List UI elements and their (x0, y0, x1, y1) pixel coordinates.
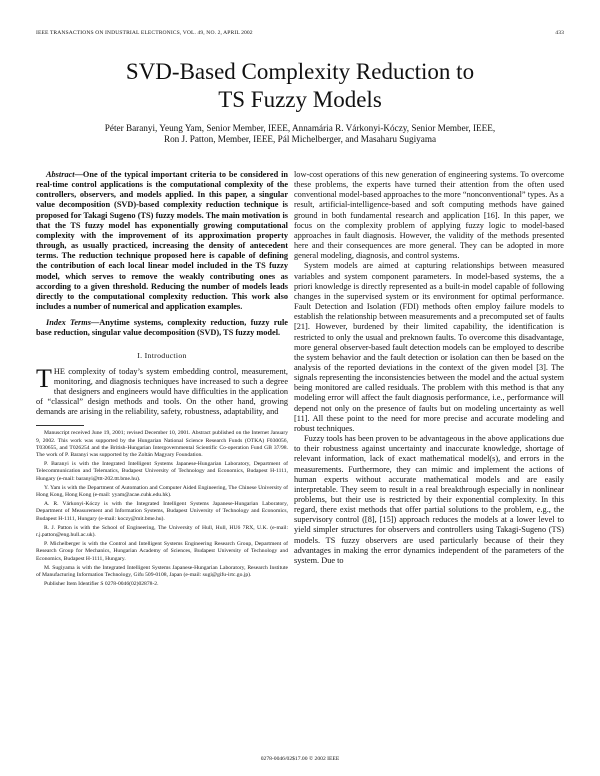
body-paragraph: Fuzzy tools has been proven to be advantageous in the above applications due to their robustness against uncertainty and inaccurate knowledge, shortage of relevant information, lack of exact mathematical model(s), and errors in the measurements. Furthermore, they can mimic and implement the actions of human experts without accurate mathematical models and are easily interpretable. They seem to result in a real breakthrough especially in nonlinear problems, but their use is restricted by their exponential complexity. In this regard, there exist methods that offer partial solutions to the problem, e.g., the supervisory control ([8], [15]) approach reduces the models at a lower level to yield simpler structures for observers and controllers using Takagi-Sugeno (TS) models. TS fuzzy observers are used particularly because of their they advantages in making the error dynamics independent of the parameters of the system. Due to (294, 434, 564, 565)
authors-line-1: Péter Baranyi, Yeung Yam, Senior Member, IEEE, Annamária R. Várkonyi-Kóczy, Senior Member, IEEE, (104, 123, 496, 133)
section-heading: I. Introduction (137, 350, 187, 360)
abstract-label: Abstract— (46, 170, 83, 179)
running-header (36, 30, 564, 40)
authors-line-2: Ron J. Patton, Member, IEEE, Pál Michelberger, and Masaharu Sugiyama (163, 134, 437, 144)
footnote: P. Michelberger is with the Control and Intelligent Systems Engineering Research Group, Department of Research Group for Mechanics, Hungarian Academy of Sciences, Budapest University of Technology and Economics, Budapest H-1111, Hungary. (36, 541, 288, 562)
title-line-1: SVD-Based Complexity Reduction to (125, 59, 475, 84)
index-terms-label: Index Terms— (46, 318, 100, 328)
page-number: 433 (555, 30, 564, 36)
footnote: M. Sugiyama is with the Integrated Intelligent Systems Japanese-Hungarian Laboratory, Research Institute of Manufacturing Information Technology, Gifu 509-0108, Japan (e-mail: sugi@gifu-irtc.go.jp). (36, 564, 288, 579)
copyright-footer: 0278-0046/02$17.00 © 2002 IEEE (260, 756, 340, 762)
abstract (36, 170, 288, 312)
intro-text: HE complexity of today’s system embedding control, measurement, monitoring, and diagnosis techniques have increased to such a degree that designers and engineers would have difficulties in the application of “classical” design methods and tools. On the other hand, growing demands are arising in the reliability, safety, robustness, adaptability, and (36, 366, 288, 417)
footnote: R. J. Patton is with the School of Engineering, The University of Hull, Hull, HU6 7RX, U.K. (e-mail: r.j.patton@eng.hull.ac.uk). (36, 524, 288, 539)
paper-title (0, 58, 600, 114)
footnote: A. R. Várkonyi-Kóczy is with the Integrated Intelligent Systems Japanese-Hungarian Laboratory, Department of Measurement and Information Systems, Budapest University of Technology and Economics, Budapest H-1111, Hungary (e-mail: koczy@mit.bme.hu). (36, 501, 288, 522)
intro-paragraph (36, 363, 288, 418)
drop-cap: T (36, 363, 52, 393)
body-paragraph: low-cost operations of this new generation of engineering systems. To overcome these problems, the experts have turned their attention from the often used conventional model-based approaches to the more “nonconventional” types. As a result, artificial-intelligence-based and soft computing methods have gained ground in both fundamental research and application [16]. In this paper, we focus on the complexity problem of applying fuzzy logic to model-based approaches in fault diagnosis. However, the validity of the methods presented here and their consequences are more general. They can be adopted in more general modeling, diagnosis, and control systems. (294, 170, 564, 261)
footnote: P. Baranyi is with the Integrated Intelligent Systems Japanese-Hungarian Laboratory, Department of Telecommunication and Telematics, Budapest University of Technology and Economics, Budapest H-1111, Hungary (e-mail: baranyi@ttt-202.ttt.bme.hu). (36, 461, 288, 482)
left-column (36, 170, 288, 591)
index-terms-text: Anytime systems, complexity reduction, fuzzy rule base reduction, singular value decomposition (SVD), TS fuzzy model. (36, 318, 288, 338)
author-list (60, 123, 540, 145)
footnote-rule (36, 425, 84, 426)
journal-citation: IEEE TRANSACTIONS ON INDUSTRIAL ELECTRONICS, VOL. 49, NO. 2, APRIL 2002 (36, 30, 253, 36)
title-line-2: TS Fuzzy Models (218, 87, 382, 112)
body-paragraph: System models are aimed at capturing relationships between measured variables and system component parameters. In model-based systems, the a priori knowledge is directly represented as a built-in model capable of following changes in the supervised system or its environment for optimal performance. Fault Detection and Isolation (FDI) methods often employ failure models to establish the relationship between measurements and a precomputed set of faults [21]. However, burdened by their limited capability, the identification is restricted to only the usual and preknown faults. To overcome this disadvantage, more general observer-based fault detection models can be employed to describe the system behavior and the fault detection or isolation can then be based on the analysis of the reported deviations in the context of the given model [3]. The signals representing the inconsistencies between the model and the actual system being monitored are called residuals. The problem with this method is that any modeling error will affect the fault diagnosis performance, i.e., performance will depend not only on the presence of faults but on modeling uncertainty as well [11]. All these point to the need for more precise and accurate modeling and robust techniques. (294, 261, 564, 433)
footnote: Publisher Item Identifier S 0278-0046(02)02878-2. (44, 581, 159, 588)
footnote: Manuscript received June 19, 2001; revised December 10, 2001. Abstract published on the Internet January 9, 2002. This work was supported by the Hungarian National Science Research Funds (OTKA) F030056, T030655, and T026254 and the British-Hungarian Intergovernmental Scientific Co-operation Fund GB 37/98. The work of P. Baranyi was supported by the Zoltán Magyary Foundation. (36, 430, 288, 459)
abstract-text: One of the typical important criteria to be considered in real-time control applications is the computational complexity of the controllers, observers, and models applied. In this paper, a singular value decomposition (SVD)-based complexity reduction technique is proposed for Takagi Sugeno (TS) fuzzy models. The main motivation is that the TS fuzzy model has exponentially growing computational complexity with the improvement of its approximation property through, as usually practiced, increasing the density of antecedent terms. The reduction technique proposed here is capable of defining the contribution of each local linear model included in the TS fuzzy model, which serves to remove the weakly contributing ones as according to a given threshold. Reducing the number of models leads directly to the computational complexity reduction. This work also includes a number of numerical and application examples. (36, 170, 288, 312)
footnote: Y. Yam is with the Department of Automation and Computer Aided Engineering, The Chinese University of Hong Kong, Hong Kong (e-mail: yyam@acae.cuhk.edu.hk). (36, 484, 288, 499)
right-column (294, 170, 564, 566)
index-terms (36, 318, 288, 338)
